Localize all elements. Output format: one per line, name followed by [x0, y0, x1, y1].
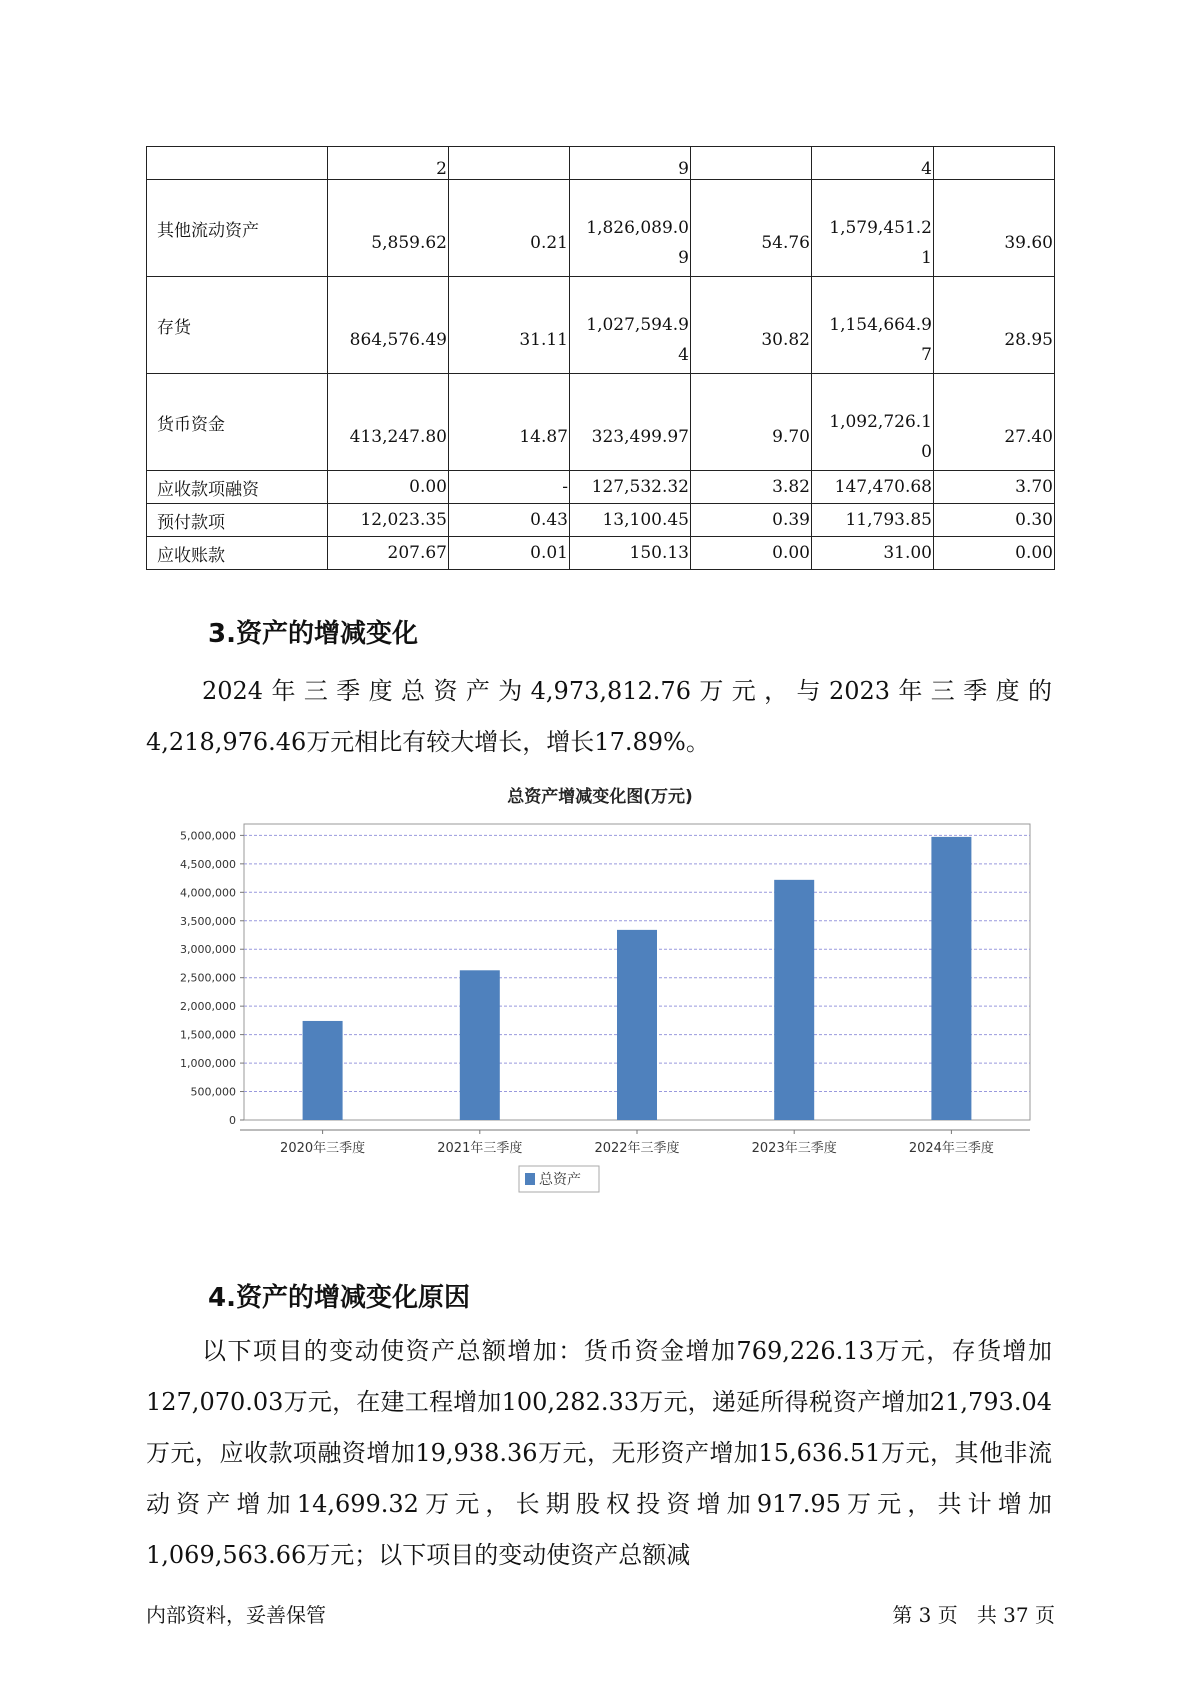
y-tick-label: 1,000,000	[180, 1057, 236, 1071]
y-tick-label: 3,500,000	[180, 914, 236, 928]
legend-label: 总资产	[539, 1172, 581, 1188]
table-cell: 14.87	[449, 374, 570, 471]
table-cell	[934, 147, 1055, 180]
asset-table	[146, 146, 1055, 570]
table-cell: 0.21	[449, 180, 570, 277]
table-cell: 30.82	[691, 277, 812, 374]
table-cell: 4	[812, 147, 934, 180]
table-cell: 0.00	[934, 537, 1055, 570]
table-cell: 9.70	[691, 374, 812, 471]
table-row	[147, 374, 1055, 471]
chart-svg	[146, 780, 1056, 1230]
table-cell: 12,023.35	[328, 504, 449, 537]
table-cell: 0.39	[691, 504, 812, 537]
footer-page-number: 第 3 页 共 37 页	[892, 1603, 1055, 1627]
row-label: 货币资金	[147, 374, 328, 471]
table-cell: 28.95	[934, 277, 1055, 374]
table-cell: 1,027,594.9 4	[570, 277, 691, 374]
table-cell: 147,470.68	[812, 471, 934, 504]
bar	[617, 930, 657, 1120]
table-cell: 13,100.45	[570, 504, 691, 537]
table-row	[147, 504, 1055, 537]
table-cell: 1,826,089.0 9	[570, 180, 691, 277]
table-cell: 3.70	[934, 471, 1055, 504]
table-row	[147, 537, 1055, 570]
row-label: 存货	[147, 277, 328, 374]
table-cell: 31.00	[812, 537, 934, 570]
section-4-paragraph: 以下项目的变动使资产总额增加：货币资金增加769,226.13万元，存货增加127,070.03万元，在建工程增加100,282.33万元，递延所得税资产增加21,793.04万元，应收款项融资增加19,938.36万元，无形资产增加15,636.51万元，其他非流动资产增加14,699.32万元，长期股权投资增加917.95万元，共计增加1,069,563.66万元；以下项目的变动使资产总额减	[146, 1337, 1052, 1569]
table-row	[147, 471, 1055, 504]
table-cell: 864,576.49	[328, 277, 449, 374]
bar	[774, 880, 814, 1120]
table-cell: 323,499.97	[570, 374, 691, 471]
table-cell: 54.76	[691, 180, 812, 277]
table-cell: 0.00	[691, 537, 812, 570]
table-cell: 0.43	[449, 504, 570, 537]
y-tick-label: 2,000,000	[180, 1000, 236, 1014]
table-cell: 39.60	[934, 180, 1055, 277]
total-assets-chart	[146, 780, 1056, 1230]
row-label: 预付款项	[147, 504, 328, 537]
x-tick-label: 2020年三季度	[280, 1141, 366, 1156]
table-cell	[449, 147, 570, 180]
x-tick-label: 2024年三季度	[908, 1141, 994, 1156]
table-cell: 1,092,726.1 0	[812, 374, 934, 471]
table-cell: 413,247.80	[328, 374, 449, 471]
y-tick-label: 2,500,000	[180, 971, 236, 985]
x-tick-label: 2021年三季度	[437, 1141, 523, 1156]
x-tick-label: 2022年三季度	[594, 1141, 680, 1156]
table-cell: 127,532.32	[570, 471, 691, 504]
section-3-paragraph: 2024年三季度总资产为4,973,812.76万元，与2023年三季度的4,218,976.46万元相比有较大增长，增长17.89%。	[146, 677, 1052, 756]
table-cell	[691, 147, 812, 180]
x-tick-label: 2023年三季度	[751, 1141, 837, 1156]
table-cell: 0.30	[934, 504, 1055, 537]
bar	[931, 837, 971, 1120]
table-row	[147, 277, 1055, 374]
chart-title: 总资产增减变化图(万元)	[507, 787, 693, 807]
row-label	[147, 147, 328, 180]
bar	[303, 1021, 343, 1120]
table-cell: 27.40	[934, 374, 1055, 471]
table-cell: 11,793.85	[812, 504, 934, 537]
row-label: 应收账款	[147, 537, 328, 570]
table-cell: 1,579,451.2 1	[812, 180, 934, 277]
table-cell: 1,154,664.9 7	[812, 277, 934, 374]
table-cell: 9	[570, 147, 691, 180]
table-cell: -	[449, 471, 570, 504]
table-row	[147, 180, 1055, 277]
bar	[460, 970, 500, 1120]
table-cell: 5,859.62	[328, 180, 449, 277]
table-cell: 150.13	[570, 537, 691, 570]
table-cell: 3.82	[691, 471, 812, 504]
y-tick-label: 4,000,000	[180, 886, 236, 900]
table-cell: 207.67	[328, 537, 449, 570]
section-4-heading: 4.资产的增减变化原因	[208, 1283, 470, 1313]
footer-confidential: 内部资料，妥善保管	[146, 1603, 326, 1627]
section-3-heading: 3.资产的增减变化	[208, 619, 418, 649]
table-cell: 0.00	[328, 471, 449, 504]
y-tick-label: 3,000,000	[180, 943, 236, 957]
y-tick-label: 4,500,000	[180, 857, 236, 871]
table-row	[147, 147, 1055, 180]
row-label: 应收款项融资	[147, 471, 328, 504]
table-cell: 31.11	[449, 277, 570, 374]
y-tick-label: 1,500,000	[180, 1028, 236, 1042]
y-tick-label: 500,000	[190, 1085, 236, 1099]
table-cell: 2	[328, 147, 449, 180]
legend-swatch	[525, 1173, 535, 1185]
table-cell: 0.01	[449, 537, 570, 570]
y-tick-label: 0	[229, 1114, 236, 1127]
y-tick-label: 5,000,000	[180, 829, 236, 843]
row-label: 其他流动资产	[147, 180, 328, 277]
